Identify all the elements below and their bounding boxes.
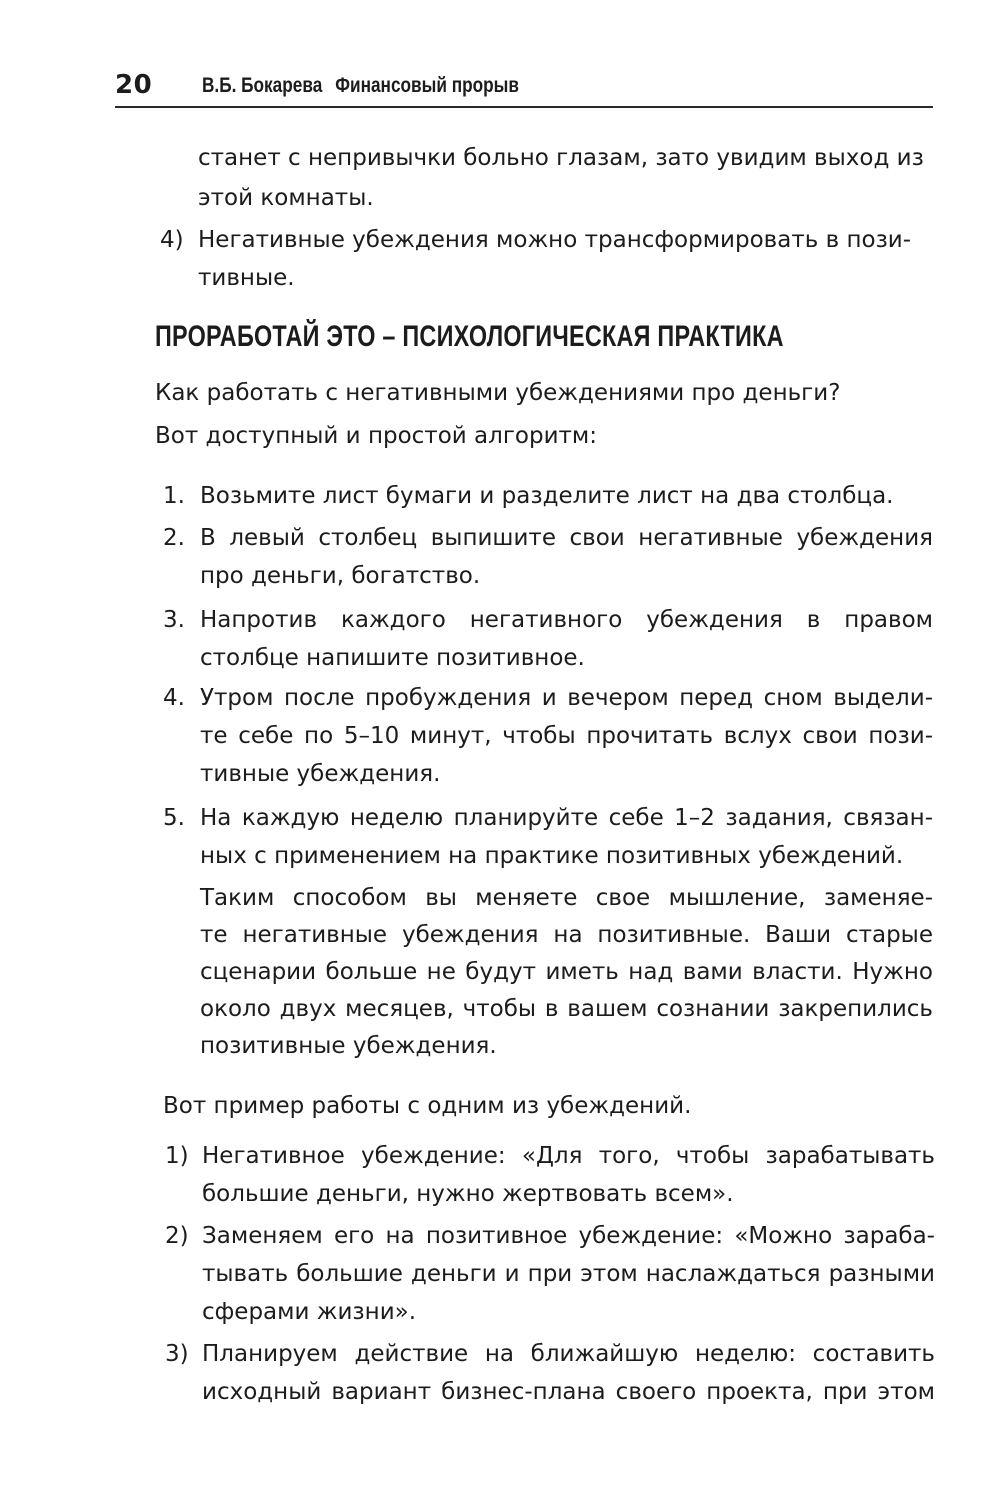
example-line: большие деньги, нужно жертвовать всем». — [202, 1181, 734, 1207]
step-number: 2. — [163, 525, 185, 551]
intro-item4-line-1: Негативные убеждения можно трансформировать в пози- — [198, 227, 912, 253]
example-intro: Вот пример работы с одним из убеждений. — [163, 1093, 692, 1119]
example-line: тывать большие деньги и при этом наслаждаться разными — [202, 1261, 935, 1287]
page-header — [115, 70, 933, 108]
step-line: ных с применением на практике позитивных убеждений. — [200, 843, 904, 869]
example-item-number: 1) — [165, 1143, 189, 1169]
author-name: В.Б. Бокарева — [202, 74, 323, 97]
intro-line-1: станет с непривычки больно глазам, зато увидим выход из — [198, 145, 924, 171]
summary-line: около двух месяцев, чтобы в вашем сознании закрепились — [200, 996, 933, 1022]
summary-line: сценарии больше не будут иметь над вами власти. Нужно — [200, 959, 933, 985]
summary-line: Таким способом вы меняете свое мышление, заменяе- — [200, 885, 933, 911]
list-item-number: 4) — [160, 227, 184, 253]
example-line: Заменяем его на позитивное убеждение: «Можно зараба- — [202, 1223, 935, 1249]
step-line: Возьмите лист бумаги и разделите лист на два столбца. — [200, 483, 894, 509]
summary-line: позитивные убеждения. — [200, 1033, 497, 1059]
book-title: Финансовый прорыв — [335, 74, 519, 97]
example-line: Планируем действие на ближайшую неделю: составить — [202, 1341, 935, 1367]
step-line: В левый столбец выпишите свои негативные убеждения — [200, 525, 933, 551]
step-line: На каждую неделю планируйте себе 1–2 задания, связан- — [200, 805, 933, 831]
example-line: исходный вариант бизнес-плана своего проекта, при этом — [202, 1379, 935, 1405]
summary-line: те негативные убеждения на позитивные. Ваши старые — [200, 922, 933, 948]
step-number: 5. — [163, 805, 185, 831]
example-line: Негативное убеждение: «Для того, чтобы зарабатывать — [202, 1143, 935, 1169]
algorithm-intro: Вот доступный и простой алгоритм: — [155, 423, 598, 449]
step-number: 4. — [163, 685, 185, 711]
example-line: сферами жизни». — [202, 1299, 417, 1325]
step-line: Утром после пробуждения и вечером перед сном выдели- — [200, 685, 933, 711]
example-item-number: 3) — [165, 1341, 189, 1367]
step-line: те себе по 5–10 минут, чтобы прочитать вслух свои пози- — [200, 723, 933, 749]
step-line: тивные убеждения. — [200, 761, 441, 787]
section-heading: ПРОРАБОТАЙ ЭТО – ПСИХОЛОГИЧЕСКАЯ ПРАКТИКА — [155, 320, 784, 353]
intro-item4-line-2: тивные. — [198, 265, 295, 291]
intro-line-2: этой комнаты. — [198, 185, 374, 211]
example-item-number: 2) — [165, 1223, 189, 1249]
step-number: 3. — [163, 607, 185, 633]
page-number: 20 — [115, 70, 153, 100]
step-line: про деньги, богатство. — [200, 563, 481, 589]
step-line: столбце напишите позитивное. — [200, 645, 585, 671]
step-number: 1. — [163, 483, 185, 509]
running-head — [202, 74, 527, 98]
step-line: Напротив каждого негативного убеждения в правом — [200, 607, 933, 633]
section-question: Как работать с негативными убеждениями про деньги? — [155, 380, 841, 406]
